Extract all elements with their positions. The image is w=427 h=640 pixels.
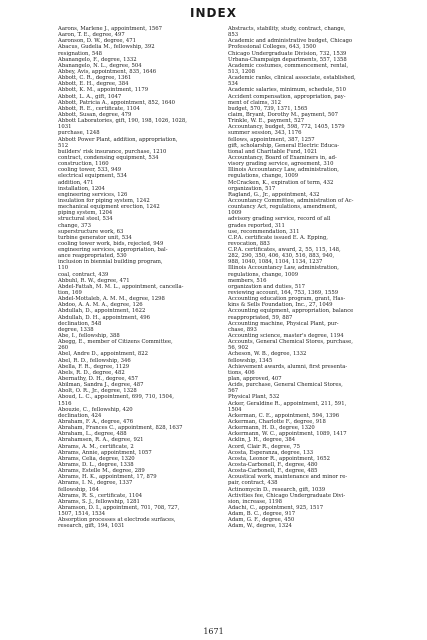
index-entry: Abrams, Celia, degree, 1320	[58, 455, 135, 462]
index-entry: Abegg, E., member of Citizens Committee,	[58, 339, 173, 346]
index-entry: Professional Colleges, 643, 1500	[228, 44, 316, 51]
index-entry: Abrams, Annie, appointment, 1057	[58, 449, 152, 456]
index-entry: Abstracts, stability, study, contract, change,	[228, 26, 346, 32]
index-entry: 110	[58, 265, 69, 272]
index-entry: Ackerman, Charlotte F., degree, 918	[228, 419, 326, 425]
index-entry: budget, 570, 739, 1371, 1565	[228, 105, 308, 112]
index-entry: Accident compensation, appropriation, pay-	[228, 93, 346, 100]
index-entry: Accounting equipment, appropriation, balance	[228, 308, 354, 315]
index-entry: Abel, R. D., fellowship, 346	[58, 357, 131, 364]
index-entry: Abouzie, C., fellowship, 420	[58, 406, 133, 413]
index-entry: 534	[228, 81, 239, 88]
index-entry: 512	[58, 142, 69, 149]
index-entry: Acker, Geraldine R., appointment, 211, 591,	[228, 400, 347, 407]
index-column-right	[228, 26, 406, 530]
index-entry: Abramson, D. I., appointment, 701, 708, 727,	[58, 504, 180, 511]
index-entry: organization, 517	[228, 185, 276, 192]
index-entry: Abdullah, D. H., appointment, 496	[58, 314, 150, 321]
index-entry: fellowship, 1345	[228, 357, 273, 364]
index-entry: Acord, Clair R., degree, 75	[228, 443, 300, 450]
index-entry: Abbott, E. H., degree, 384	[58, 81, 129, 88]
index-entry: 260	[58, 345, 69, 352]
index-entry: sion, increase, 1198	[228, 498, 282, 505]
index-entry: Abels, R. D., degree, 482	[58, 369, 125, 376]
page-number: 1671	[203, 627, 224, 636]
index-entry: revocation, 883	[228, 240, 270, 247]
index-entry: pair, contract, 438	[228, 480, 278, 487]
index-entry: plan, approved, 407	[228, 376, 282, 383]
index-entry: Abdel-Mottaleb, A. M. M., degree, 1298	[58, 296, 165, 303]
index-entry: ance reappropriated, 530	[58, 253, 127, 260]
index-entry: summer session, 343, 1176	[228, 130, 302, 137]
index-entry: Accounting science, master's degree, 1194	[228, 333, 344, 340]
index-entry: Academic costumes, commencement, rental,	[228, 62, 349, 69]
index-entry: Ragland, G., Jr., appointment, 432	[228, 191, 320, 198]
index-entry: Abacus, Gudelia M., fellowship, 392	[58, 44, 155, 51]
index-entry: Physical Plant, 532	[228, 394, 280, 401]
index-entry: Abraham, L., degree, 488	[58, 431, 127, 438]
index-entry: Abdullah, D., appointment, 1622	[58, 308, 146, 315]
index-entry: reviewing account, 164, 753, 1369, 1559	[228, 290, 339, 297]
index-entry: Achievement awards, alumni, first presenta-	[228, 363, 348, 370]
index-entry: Adam, W., degree, 1324	[228, 523, 292, 530]
index-entry: Abbott, C. R., degree, 1361	[58, 75, 132, 82]
index-entry: Ackermann, W. C., appointment, 1089, 1417	[228, 431, 347, 438]
index-entry: Abdel-Fattah, M. M. L., appointment, cancella-	[58, 283, 184, 290]
index-entry: 1507, 1514, 1534	[58, 511, 106, 518]
index-entry: Abella, F. R., degree, 1129	[58, 363, 130, 370]
index-entry: structural steel, 534	[58, 216, 113, 223]
index-entry: 1009	[228, 210, 242, 217]
index-entry: Absorption processes at electrode surfaces,	[58, 517, 176, 524]
index-entry: Acheson, W. B., degree, 1332	[228, 351, 307, 358]
index-entry: organization and duties, 517	[228, 283, 306, 290]
index-entry: Accounting machine, Physical Plant, pur-	[228, 320, 339, 327]
index-entry: Abbott Power Plant, addition, appropriation,	[58, 136, 178, 143]
index-entry: Abbuhl, R. W., degree, 471	[58, 277, 130, 284]
index-entry: Abbott, Patricia A., appointment, 852, 1640	[58, 99, 176, 106]
index-entry: Abernathy, D. H., degree, 457	[58, 376, 138, 383]
index-entry: cooling tower work, bids, rejected, 949	[58, 240, 164, 247]
index-entry: Abbott, Susan, degree, 479	[58, 111, 132, 118]
index-entry: Acklin, J. H., degree, 384	[228, 437, 296, 444]
index-entry: Abrams, Estelle M., degree, 289	[58, 468, 145, 475]
index-entry: Abbott, K. M., appointment, 1179	[58, 87, 149, 94]
index-entry: use, recommendation, 311	[228, 228, 300, 235]
index-entry: C.P.A. certificates, award, 2, 55, 115, 148,	[228, 247, 341, 254]
index-entry: addition, 471	[58, 179, 94, 186]
index-entry: Abrams, S. J., fellowship, 1281	[58, 498, 140, 505]
index-entry: Abe, I., fellowship, 388	[58, 333, 120, 340]
index-entry: installation, 1204	[58, 185, 105, 192]
index-entry: Acids, purchase, General Chemical Stores,	[228, 382, 343, 389]
index-entry: inclusion in biennial building program,	[58, 259, 163, 266]
index-entry: Adam, G. F., degree, 450	[228, 517, 295, 524]
index-entry: 853	[228, 32, 239, 39]
index-entry: regulations, change, 1009	[228, 271, 299, 278]
index-entry: superstructure work, 63	[58, 228, 124, 235]
index-entry: Aarons, Marlene J., appointment, 1567	[58, 26, 163, 32]
index-entry: Abrahamsen, R. A., degree, 921	[58, 437, 144, 444]
index-entry: tions, 406	[228, 369, 255, 376]
index-entry: Academic ranks, clinical associate, established,	[228, 75, 356, 82]
index-entry: piping system, 1204	[58, 210, 113, 217]
index-entry: Accountancy Committee, administration of Ac-	[228, 197, 354, 204]
index-entry: 988, 1040, 1084, 1104, 1134, 1237	[228, 259, 323, 266]
index-entry: mechanical equipment erection, 1242	[58, 204, 160, 211]
index-entry: research, gift, 194, 1031	[58, 523, 125, 530]
index-entry: Acoustical work, maintenance and minor re-	[228, 474, 348, 481]
index-entry: Abbott Laboratories, gift, 190, 198, 1026, 1028,	[58, 118, 187, 125]
index-entry: Trinkle, W. E., payment, 527	[228, 118, 305, 125]
index-entry: McCracken, K., expiration of term, 432	[228, 179, 334, 186]
index-entry: 567	[228, 388, 239, 395]
page-title: INDEX	[190, 6, 237, 20]
index-entry: engineering services, appropriation, bal-	[58, 247, 168, 254]
index-entry: declination, 548	[58, 320, 102, 327]
index-entry: Acosta, Esperanza, degree, 133	[228, 449, 314, 456]
index-entry: Actinomycin D., research, gift, 1039	[228, 486, 326, 493]
index-entry: change, 373	[58, 222, 91, 229]
index-entry: tion, 169	[58, 290, 82, 297]
index-entry: ment of claims, 312	[228, 99, 281, 106]
index-entry: 513, 1208	[228, 68, 255, 75]
index-entry: tional and Charitable Fund, 1021	[228, 148, 318, 155]
index-entry: 1504	[228, 406, 242, 413]
index-entry: Accountancy, budget, 598, 772, 1405, 1579	[228, 124, 345, 131]
index-entry: Abilman, Sandra J., degree, 487	[58, 382, 144, 389]
index-entry: Acosta, Leonor R., appointment, 1652	[228, 455, 330, 462]
index-entry: Ackermann, H. D., degree, 1320	[228, 425, 315, 432]
index-entry: Aboud, L. C., appointment, 699, 710, 1504,	[58, 394, 174, 401]
index-entry: Illinois Accountancy Law, administration,	[228, 167, 339, 174]
index-entry: countancy Act, regulations, amendment,	[228, 204, 337, 211]
index-entry: insulation for piping system, 1242	[58, 197, 150, 204]
index-entry: Aaron, T. E., degree, 497	[58, 32, 125, 39]
index-entry: Activities fee, Chicago Undergraduate Divi-	[228, 492, 346, 499]
index-entry: fellowship, 164	[58, 486, 99, 493]
index-entry: Abrams, D. L., degree, 1338	[58, 461, 134, 468]
index-entry: Adam, B. C., degree, 917	[228, 511, 296, 518]
index-entry: Acosta-Carbonell, F., degree, 480	[228, 461, 318, 468]
index-entry: Academic salaries, minimum, schedule, 510	[228, 87, 347, 94]
index-entry: cooling tower, 533, 949	[58, 167, 122, 174]
index-entry: Abanangelo, F., degree, 1332	[58, 56, 137, 63]
index-entry: claim, Bryant, Dorothy M., payment, 507	[228, 111, 338, 118]
index-entry: engineering services, 126	[58, 191, 128, 198]
index-entry: Abraham, Frances C., appointment, 828, 1637	[58, 425, 183, 432]
index-column-left	[58, 26, 224, 530]
index-entry: Accounts, General Chemical Stores, purchase,	[228, 339, 353, 346]
index-entry: Accountancy, Board of Examiners in, ad-	[228, 154, 337, 161]
index-entry: Abraham, F. A., degree, 476	[58, 419, 134, 425]
index-entry: electrical equipment, 534	[58, 173, 127, 180]
index-entry: Academic and administrative budget, Chicago	[228, 38, 353, 45]
index-entry: Chicago Undergraduate Division, 732, 1539	[228, 50, 347, 57]
index-entry: Abrams, I. N., degree, 1337	[58, 480, 133, 487]
index-entry: advisory grading service, record of all	[228, 216, 331, 223]
index-entry: Aaronson, D. W., degree, 471	[58, 38, 136, 45]
index-entry: Abbott, R. E., certificate, 1104	[58, 105, 140, 112]
index-entry: gift, scholarship, General Electric Educa-	[228, 142, 340, 149]
index-entry: chase, 893	[228, 326, 257, 333]
index-entry: 56, 902	[228, 345, 249, 352]
index-entry: purchase, 1248	[58, 130, 100, 137]
index-entry: Abdoo, A. A. M. A., degree, 126	[58, 302, 143, 309]
index-entry: kins & Sells Foundation, Inc., 27, 1049	[228, 302, 333, 309]
index-entry: 282, 290, 350, 406, 430, 516, 883, 940,	[228, 253, 335, 260]
index-entry: members, 516	[228, 277, 267, 284]
index-entry: Abel, Andre D., appointment, 822	[58, 351, 149, 358]
index-entry: Urbana-Champaign departments, 557, 1358	[228, 56, 347, 63]
index-entry: Abolt, O. R., Jr., degree, 1328	[58, 388, 137, 395]
index-entry: fellows, appointment, 387, 1257	[228, 136, 315, 143]
index-entry: Abrams, R. S., certificate, 1104	[58, 492, 143, 499]
index-entry: visory grading service, agreement, 310	[228, 161, 334, 168]
index-entry: Illinois Accountancy Law, administration,	[228, 265, 339, 272]
index-entry: 1031	[58, 124, 72, 131]
index-entry: resignation, 548	[58, 50, 102, 57]
index-entry: Abanangelo, N. L., degree, 504	[58, 62, 142, 69]
index-entry: Abbey, Avis, appointment, 835, 1646	[58, 68, 157, 75]
index-entry: builders' risk insurance, purchase, 1210	[58, 148, 167, 155]
index-entry: Ackerman, C. E., appointment, 594, 1396	[228, 412, 340, 419]
index-entry: Accounting education program, grant, Has-	[228, 296, 346, 303]
index-entry: 1516	[58, 400, 72, 407]
index-entry: coal, contract, 439	[58, 271, 109, 278]
index-entry: Abrams, A. M., certificate, 2	[58, 443, 134, 450]
index-entry: contract, condensing equipment, 534	[58, 154, 159, 161]
index-entry: degree, 1338	[58, 326, 94, 333]
index-entry: Abbott, L. A., gift, 1047	[58, 93, 122, 100]
index-entry: reappropriated, 59, 887	[228, 314, 293, 321]
index-entry: Abrams, H. K., appointment, 17, 879	[58, 474, 157, 481]
index-entry: grades reported, 311	[228, 222, 285, 229]
index-entry: regulations, change, 1009	[228, 173, 299, 180]
index-entry: Adachi, C., appointment, 925, 1517	[228, 504, 324, 511]
index-entry: C.P.A. certificate issued E. A. Epping,	[228, 234, 328, 241]
index-entry: declination, 424	[58, 412, 102, 419]
index-entry: Acosta-Carbonell, F., degree, 485	[228, 468, 318, 475]
index-entry: turbine generator unit, 534	[58, 234, 132, 241]
index-entry: construction, 1160	[58, 161, 109, 168]
